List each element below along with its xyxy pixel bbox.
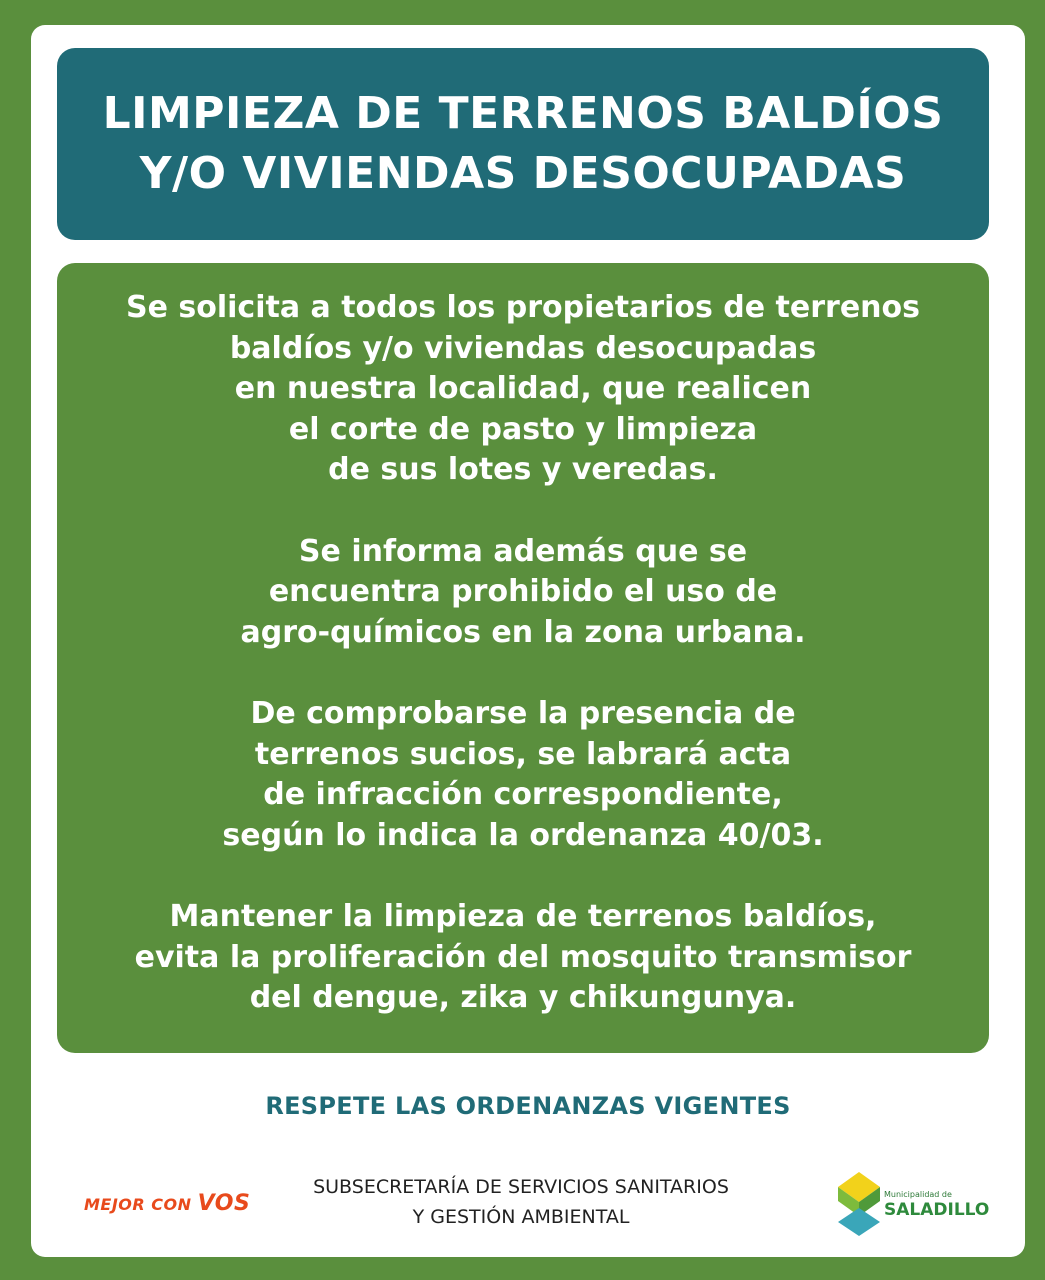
- text-line: el corte de pasto y limpieza: [288, 411, 758, 447]
- saladillo-emblem-icon: [836, 1170, 882, 1238]
- ordinance-notice: RESPETE LAS ORDENANZAS VIGENTES: [265, 1092, 791, 1120]
- municipality-label: Municipalidad de: [884, 1190, 952, 1199]
- text-line: Mantener la limpieza de terrenos baldíos,: [169, 898, 877, 934]
- text-line: de sus lotes y veredas.: [328, 452, 718, 488]
- poster-card: [31, 25, 1025, 1257]
- text-line: en nuestra localidad, que realicen: [234, 371, 812, 407]
- paragraph-health: [57, 897, 989, 1019]
- slogan-logo: [84, 1191, 250, 1216]
- text-line: agro-químicos en la zona urbana.: [240, 614, 806, 650]
- municipality-name: SALADILLO: [884, 1200, 990, 1220]
- text-line: De comprobarse la presencia de: [250, 695, 796, 731]
- footer: [31, 1168, 1025, 1238]
- text-line: terrenos sucios, se labrará acta: [254, 736, 792, 772]
- text-line: Se informa además que se: [298, 533, 748, 569]
- department-name: [261, 1172, 781, 1232]
- text-line: evita la proliferación del mosquito transmisor: [134, 939, 912, 975]
- paragraph-prohibition: [57, 532, 989, 654]
- page-title-line-2: Y/O VIVIENDAS DESOCUPADAS: [139, 148, 907, 199]
- municipality-logo: [836, 1170, 990, 1240]
- paragraph-request: [57, 288, 989, 491]
- text-line: de infracción correspondiente,: [263, 777, 783, 813]
- paragraph-infraction: [57, 694, 989, 856]
- text-line: encuentra prohibido el uso de: [268, 574, 778, 610]
- slogan-highlight: VOS: [197, 1191, 251, 1216]
- slogan-prefix: MEJOR CON: [84, 1195, 192, 1214]
- department-line-1: SUBSECRETARÍA DE SERVICIOS SANITARIOS: [313, 1176, 729, 1198]
- department-line-2: Y GESTIÓN AMBIENTAL: [412, 1206, 630, 1228]
- text-line: baldíos y/o viviendas desocupadas: [229, 330, 817, 366]
- text-line: del dengue, zika y chikungunya.: [249, 980, 797, 1016]
- page-title-line-1: LIMPIEZA DE TERRENOS BALDÍOS: [102, 88, 944, 139]
- text-line: Se solicita a todos los propietarios de terrenos: [125, 290, 921, 325]
- text-line: según lo indica la ordenanza 40/03.: [222, 817, 824, 853]
- message-text: [57, 288, 989, 1019]
- title-banner: [57, 48, 989, 240]
- message-panel: [57, 263, 989, 1053]
